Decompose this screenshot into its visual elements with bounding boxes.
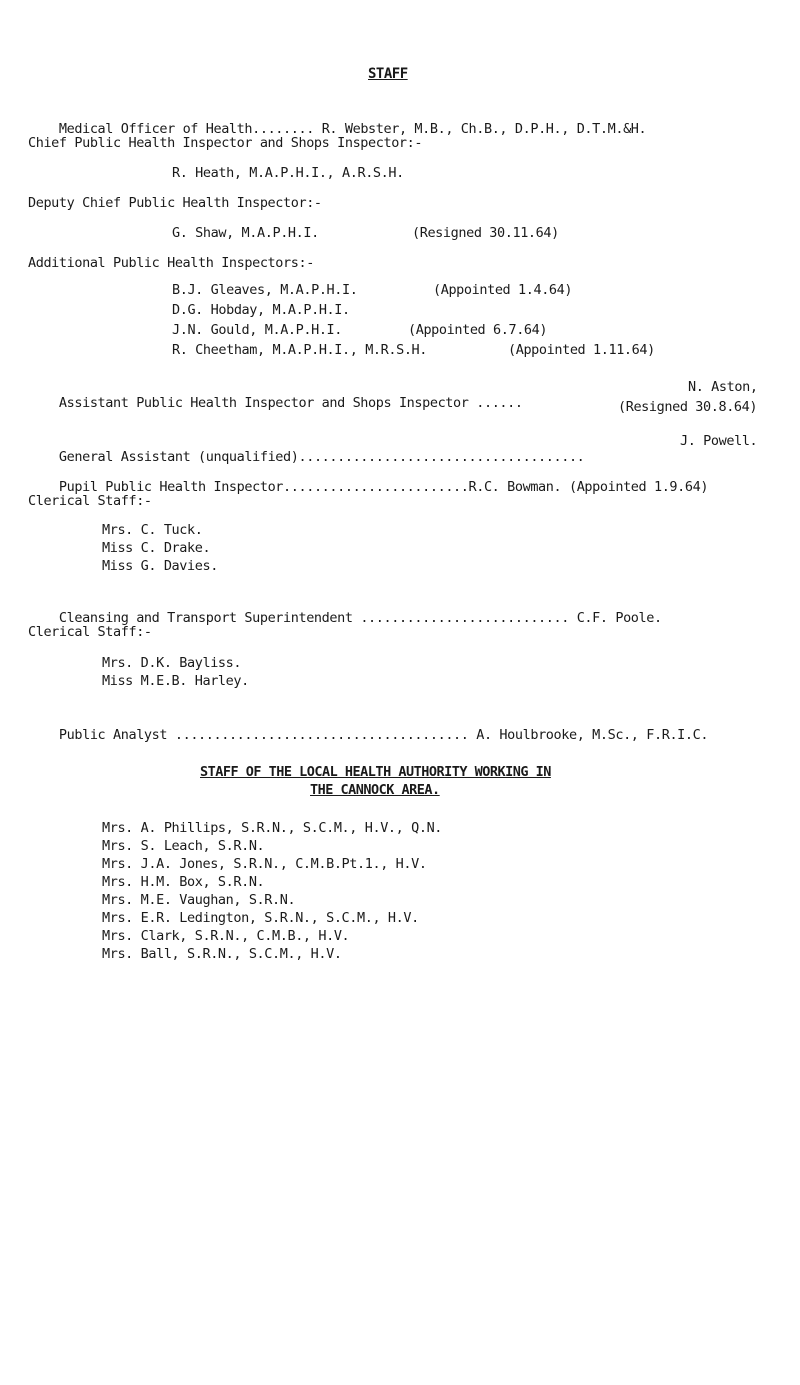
page-title: STAFF xyxy=(368,66,408,82)
staff-item: Mrs. M.E. Vaughan, S.R.N. xyxy=(102,892,296,908)
assistant-label: Assistant Public Health Inspector and Shops Inspector xyxy=(58,395,469,411)
assistant-note: (Resigned 30.8.64) xyxy=(618,399,758,415)
clerical-label: Clerical Staff:- xyxy=(28,624,152,640)
cleansing-dots: ........................... xyxy=(360,610,569,626)
additional-item-note: (Appointed 1.11.64) xyxy=(508,342,655,358)
deputy-label: Deputy Chief Public Health Inspector:- xyxy=(28,195,322,211)
general-name: J. Powell. xyxy=(680,433,758,449)
staff-item: Mrs. H.M. Box, S.R.N. xyxy=(102,874,265,890)
clerical-item: Mrs. C. Tuck. xyxy=(102,522,203,538)
additional-item-name: R. Cheetham, M.A.P.H.I., M.R.S.H. xyxy=(172,342,428,358)
general-dots: ..................................... xyxy=(298,449,585,465)
staff-item: Mrs. E.R. Ledington, S.R.N., S.C.M., H.V. xyxy=(102,910,419,926)
moh-name: R. Webster, M.B., Ch.B., D.P.H., D.T.M.&H. xyxy=(321,121,647,137)
staff-item: Mrs. Ball, S.R.N., S.C.M., H.V. xyxy=(102,946,342,962)
section-title: THE CANNOCK AREA. xyxy=(310,782,440,798)
staff-item: Mrs. J.A. Jones, S.R.N., C.M.B.Pt.1., H.V. xyxy=(102,856,427,872)
cleansing-name: C.F. Poole. xyxy=(576,610,662,626)
additional-item-name: J.N. Gould, M.A.P.H.I. xyxy=(172,322,343,338)
additional-item-note: (Appointed 6.7.64) xyxy=(408,322,548,338)
pupil-note: (Appointed 1.9.64) xyxy=(568,479,709,495)
analyst-row xyxy=(28,711,708,759)
additional-item-name: B.J. Gleaves, M.A.P.H.I. xyxy=(172,282,358,298)
general-label: General Assistant (unqualified) xyxy=(58,449,299,465)
clerical-label: Clerical Staff:- xyxy=(28,493,152,509)
assistant-name: N. Aston, xyxy=(688,379,758,395)
clerical-item: Miss M.E.B. Harley. xyxy=(102,673,249,689)
pupil-label: Pupil Public Health Inspector xyxy=(58,479,284,495)
clerical-item: Mrs. D.K. Bayliss. xyxy=(102,655,242,671)
moh-label: Medical Officer of Health xyxy=(58,121,253,137)
analyst-dots: ...................................... xyxy=(174,727,469,743)
section-title: STAFF OF THE LOCAL HEALTH AUTHORITY WORKING IN xyxy=(200,764,551,780)
staff-item: Mrs. S. Leach, S.R.N. xyxy=(102,838,265,854)
assistant-row xyxy=(28,379,523,427)
chief-label: Chief Public Health Inspector and Shops Inspector:- xyxy=(28,135,423,151)
moh-dots: ........ xyxy=(252,121,314,137)
additional-label: Additional Public Health Inspectors:- xyxy=(28,255,314,271)
analyst-label: Public Analyst xyxy=(58,727,168,743)
pupil-dots: ........................ xyxy=(283,479,469,495)
assistant-dots: ...... xyxy=(476,395,523,411)
clerical-item: Miss G. Davies. xyxy=(102,558,218,574)
cleansing-label: Cleansing and Transport Superintendent xyxy=(58,610,353,626)
additional-item-name: D.G. Hobday, M.A.P.H.I. xyxy=(172,302,350,318)
deputy-note: (Resigned 30.11.64) xyxy=(412,225,559,241)
additional-item-note: (Appointed 1.4.64) xyxy=(433,282,573,298)
clerical-item: Miss C. Drake. xyxy=(102,540,211,556)
deputy-name: G. Shaw, M.A.P.H.I. xyxy=(172,225,319,241)
staff-item: Mrs. Clark, S.R.N., C.M.B., H.V. xyxy=(102,928,350,944)
staff-item: Mrs. A. Phillips, S.R.N., S.C.M., H.V., Q.N. xyxy=(102,820,443,836)
analyst-name: A. Houlbrooke, M.Sc., F.R.I.C. xyxy=(476,727,709,743)
pupil-name: R.C. Bowman. xyxy=(468,479,562,495)
chief-name: R. Heath, M.A.P.H.I., A.R.S.H. xyxy=(172,165,404,181)
